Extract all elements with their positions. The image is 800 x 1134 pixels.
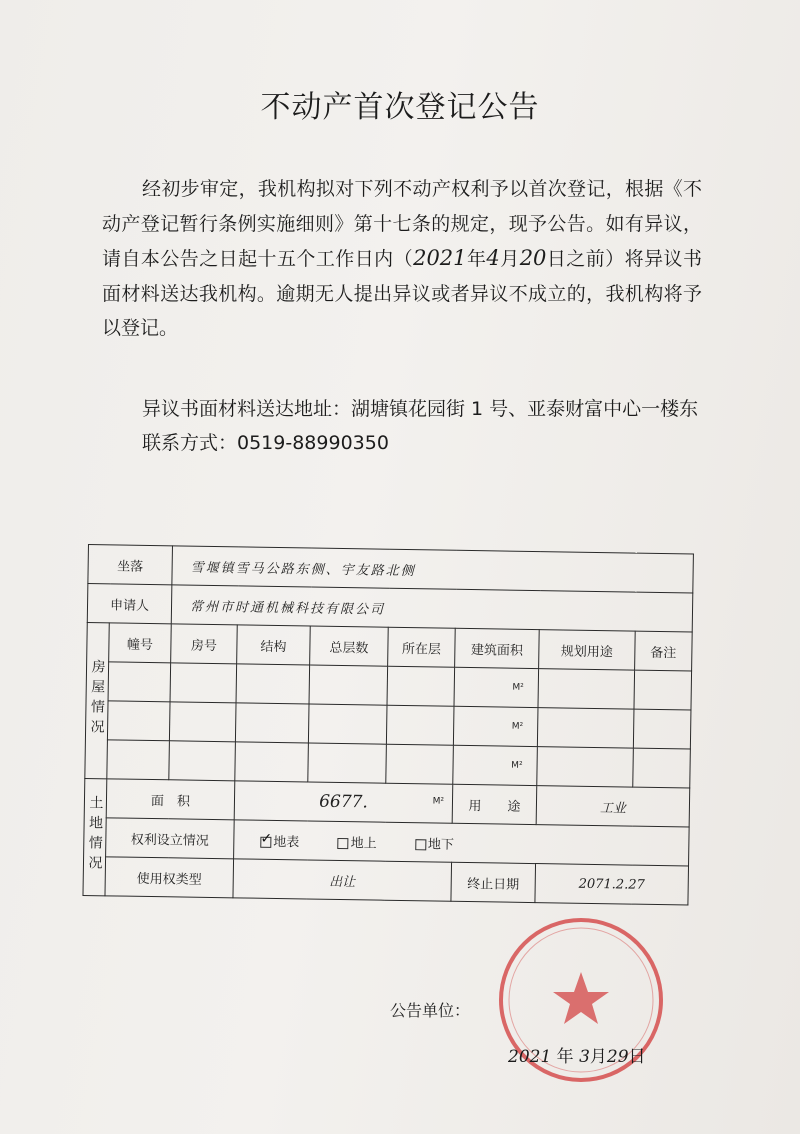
end-label: 终止日期 <box>451 862 536 902</box>
page-title: 不动产首次登记公告 <box>260 90 540 125</box>
handwritten-year: 2021 <box>413 246 467 270</box>
use-value: 工业 <box>536 786 690 827</box>
area-unit: M² <box>453 745 538 785</box>
house-header: 所在层 <box>388 627 456 667</box>
land-area-unit: M² <box>432 796 445 807</box>
house-header: 房号 <box>171 624 238 664</box>
area-unit: M² <box>453 706 538 746</box>
area-label: 面 积 <box>106 779 235 820</box>
house-header: 结构 <box>237 625 311 665</box>
checkbox-below[interactable] <box>415 839 426 850</box>
date-month: 3 <box>579 1047 590 1067</box>
house-header: 建筑面积 <box>455 628 540 668</box>
handwritten-month: 4 <box>486 246 500 270</box>
end-value: 2071.2.27 <box>535 864 689 905</box>
checkbox-above[interactable] <box>338 837 349 848</box>
opt-above-label: 地上 <box>350 835 377 852</box>
handwritten-day: 20 <box>519 246 547 270</box>
notice-unit-label: 公告单位： <box>390 1001 471 1020</box>
date-day-label: 日 <box>628 1047 646 1067</box>
notice-date <box>508 1042 646 1067</box>
area-unit: M² <box>454 667 539 707</box>
year-label: 年 <box>466 248 487 270</box>
date-month-label: 月 <box>589 1047 607 1067</box>
date-year: 2021 <box>508 1047 552 1067</box>
house-label: 房屋情况 <box>88 658 106 739</box>
house-header: 总层数 <box>310 626 389 666</box>
type-label: 使用权类型 <box>105 857 234 898</box>
day-label: 日之前） <box>546 248 625 270</box>
month-label: 月 <box>499 248 520 270</box>
objection-address: 异议书面材料送达地址：湖塘镇花园街 1 号、亚泰财富中心一楼东 <box>142 398 699 420</box>
land-label-cell <box>83 778 107 895</box>
para-text-a: 经初步审定，我机构拟对下列不动产权利予以首次登记，根据《不动产登记暂行条例实施细则》第十七条的规定，现予公告。如有异议，请自本公告之日起十五个工作日内（ <box>102 178 702 270</box>
house-header: 规划用途 <box>539 630 636 671</box>
house-header: 备注 <box>635 631 693 671</box>
applicant-label: 申请人 <box>87 584 172 624</box>
opt-surface-label: 地表 <box>273 834 300 850</box>
location-label: 坐落 <box>88 545 173 585</box>
registration-table <box>82 544 693 905</box>
applicant-value: 常州市时通机械科技有限公司 <box>171 585 693 632</box>
area-value: 6677. <box>318 791 368 813</box>
use-label: 用 途 <box>452 784 537 824</box>
land-label: 土地情况 <box>86 795 104 876</box>
para-text-b: 将异议书面材料送达我机构。逾期无人提出异议或者异议不成立的，我机构将予以登记。 <box>102 248 702 339</box>
checkbox-surface[interactable] <box>260 836 271 847</box>
house-label-cell <box>85 622 109 778</box>
area-value-cell <box>234 781 453 823</box>
contact-info: 联系方式：0519-88990350 <box>142 432 389 454</box>
location-value: 雪堰镇雪马公路东侧、宇友路北侧 <box>172 546 694 593</box>
opt-below-label: 地下 <box>427 836 455 853</box>
date-day: 29 <box>606 1047 629 1067</box>
notice-paragraph <box>102 172 702 346</box>
date-year-label: 年 <box>556 1047 574 1067</box>
rights-label: 权利设立情况 <box>106 818 235 859</box>
type-value: 出让 <box>233 859 452 901</box>
house-header: 幢号 <box>109 623 172 663</box>
